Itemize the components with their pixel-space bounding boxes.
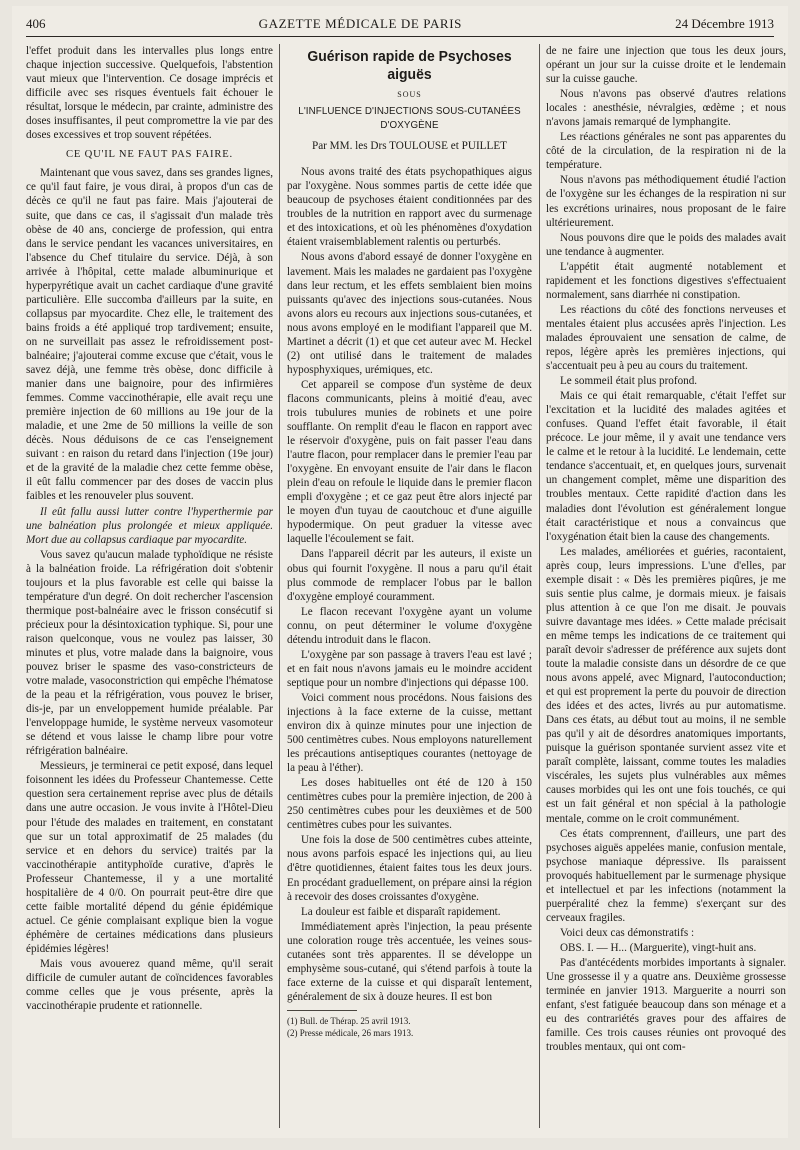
paragraph: Pas d'antécédents morbides importants à signaler. Une grossesse il y a quatre ans. Deuxième grossesse terminée en janvier 1913. Marguerite a nourri son enfant, s'est fatiguée beaucoup dans son ménage et a eu des contrariétés graves pour des affaires de famille. Ces trois causes réunies ont provoqué des troubles mentaux, qui ont com- [546, 957, 786, 1054]
page-number: 406 [26, 16, 46, 31]
paragraph: Ces états comprennent, d'ailleurs, une part des psychoses aiguës appelées manie, confusion mentale, psychose maniaque dépressive. Ils paraissent provoqués habituellement par le surmenage physique et intellectuel et par les infections (notamment la puerpéralité chez la femme) s'exerçant sur des cerveaux fragiles. [546, 827, 786, 924]
paragraph: Nous n'avons pas observé d'autres relations locales : anesthésie, névralgies, œdème ; et nous n'avons jamais remarqué de lymphangite. [546, 88, 786, 129]
article-authors: Par MM. les Drs TOULOUSE et PUILLET [311, 140, 508, 153]
paragraph: Voici comment nous procédons. Nous faisions des injections à la face externe de la cuisse, mettant environ dix à quinze minutes pour une injection de 500 centimètres cubes. Nous employons naturellement les précautions antiseptiques courantes (nettoyage de la peau à l'éther). [287, 691, 532, 775]
paragraph: Une fois la dose de 500 centimètres cubes atteinte, nous avons parfois espacé les injections qui, au lieu d'être quotidiennes, étaient faites tous les deux jours. En procédant graduellement, on prépare ainsi la région à recevoir des doses croissantes d'oxygène. [287, 834, 532, 903]
paragraph: Vous savez qu'aucun malade typhoïdique ne résiste à la balnéation froide. La réfrigération doit s'obtenir toujours et la plus favorable est celle qui baisse la température d'un degré. On doit rechercher l'ascension thermique post-balnéaire avec le frisson consécutif si précieux pour la désintoxication typhique. Si, pour une raison quelconque, vous ne voulez pas laisser, 30 minutes et plus, votre malade dans la baignoire, vous pouvez briser le spasme des vaso-constricteurs de votre malade, vasoconstriction qui empêche l'hématose de la peau et la réfrigération, vous pouvez le briser, dis-je, par un enveloppement humide préalable. Par l'enveloppage humide, le système nerveux vasomoteur se détend et vous laisse le champ libre pour votre réfrigération balnéaire. [26, 548, 273, 758]
paragraph: Nous n'avons pas méthodiquement étudié l'action de l'oxygène sur les échanges de la respiration ni sur les excrétions urinaires, nous proposant de le faire ultérieurement. [546, 174, 786, 229]
paragraph: Nous avons d'abord essayé de donner l'oxygène en lavement. Mais les malades ne gardaient pas l'oxygène dans leur rectum, et les effets semblaient bien moins puissants qu'avec des injections sous-cutanées. Nous avons alors eu recours aux injections sous-cutanées, et nous avons employé en le modifiant l'appareil que M. Martinet a décrit (1) et que cet auteur avec M. Heckel (2) ont utilisé dans le traitement de malades hyposphyxiques, urémiques, etc. [287, 251, 532, 376]
section-heading: CE QU'IL NE FAUT PAS FAIRE. [66, 149, 233, 161]
article-subtitle: L'INFLUENCE D'INJECTIONS SOUS-CUTANÉES D'OXYGÈNE [298, 106, 521, 132]
footnote: (2) Presse médicale, 26 mars 1913. [287, 1027, 414, 1038]
paragraph: Mais ce qui était remarquable, c'était l'effet sur l'excitation et la lucidité des malades agitées et confuses. Quand l'effet était favorable, il était précoce. Le jour même, il y avait une tendance vers le calme et le retour à la lucidité. Le lendemain, cette tendance s'accentuait, et, en quelques jours, survenait un changement complet, même une disparition des troubles mentaux. Cette rapidité d'action dans les maladies dont l'évolution est généralement longue était caractéristique et nous a convaincus que l'oxygénation était bien la cause des changements. [546, 390, 786, 543]
paragraph: Nous avons traité des états psychopathiques aigus par l'oxygène. Nous sommes partis de cette idée que beaucoup de psychoses étaient conditionnées par des troubles de la nutrition en rapport avec du surmenage et des intoxications, et où les phénomènes d'oxydation étaient vraisemblablement ralentis ou perturbés. [287, 166, 532, 249]
paragraph: Nous pouvons dire que le poids des malades avait une tendance à augmenter. [546, 231, 786, 258]
paragraph: Mais vous avouerez quand même, qu'il serait difficile de cumuler autant de coïncidences favorables comme celles que je vous présente, après la vaccinothérapie prudente et rationnelle. [26, 958, 273, 1013]
header-rule [26, 36, 774, 37]
issue-date: 24 Décembre 1913 [675, 16, 774, 31]
paragraph: de ne faire une injection que tous les deux jours, opérant un jour sur la cuisse droite et le lendemain sur la cuisse gauche. [546, 45, 786, 86]
column-divider [539, 44, 540, 1128]
paragraph: l'effet produit dans les intervalles plus longs entre chaque injection successive. Quelquefois, l'abstention vaut mieux que l'intervention. Ce dosage imprécis et difficile avec ses risques éventuels fait échouer le résultat, lorsque le médecin, par crainte, administre des doses insuffisantes, il peut compromettre la vie par des doses excessives et trop souvent répétées. [26, 45, 273, 142]
paragraph: Les doses habituelles ont été de 120 à 150 centimètres cubes pour la première injection, de 200 à 250 centimètres cubes pour les deuxièmes et de 500 centimètres cubes pour les suivantes. [287, 777, 532, 832]
paragraph: L'oxygène par son passage à travers l'eau est lavé ; et en fait nous n'avons jamais eu le moindre accident septique pour un nombre d'injections qui dépasse 100. [287, 648, 532, 689]
article-title: Guérison rapide de Psychoses aiguës [307, 48, 512, 83]
column-right [546, 44, 786, 1130]
journal-page [12, 6, 788, 1138]
column-divider [279, 44, 280, 1128]
paragraph: Maintenant que vous savez, dans ses grandes lignes, ce qu'il faut faire, je vous dirai, à propos d'un cas de décès ce qu'il ne faut pas faire. Mais j'ajouterai de suite, que dans ce cas, il s'agissait d'un malade très obèse de 40 ans, concierge de profession, qui entra dans le service pendant les vacances universitaires, en l'absence du Chef titulaire du service. Déjà, à son arrivée à l'hôpital, cette malade albuminurique et hyperpyrétique avait un cachet cardiaque d'une gravité particulière. Elle succomba d'ailleurs par la suite, en collapsus par myocardite. Chez elle, le traitement des bains froids a été appliqué trop tardivement; ensuite, on ne surveillait pas assez le refroidissement post-balnéaire; j'ajouterai comme excuse que c'était, vous le savez déjà, une femme très obèse, donc difficile à manier dans une baignoire, pour des infirmières femmes. Comme vaccinothérapie, elle avait reçu une première injection de 60 millions au 19e jour de la maladie, et une 2me de 50 millions la veille de son décès. Nous déduisons de ce cas l'enseignement suivant : en raison du retard dans l'injection (19e jour) et de la gravité de la maladie chez cette femme obèse, il eût fallu commencer par des doses de vaccin plus faibles et les renouveler plus souvent. [26, 167, 273, 503]
paragraph: Les réactions du côté des fonctions nerveuses et mentales étaient plus accusées après l'injection. Les malades éprouvaient une sensation de calme, de repos, légère après les premières injections, qui s'accentuait peu à peu au cours du traitement. [546, 303, 786, 373]
column-left [26, 44, 273, 1130]
paragraph: Cet appareil se compose d'un système de deux flacons communicants, pleins à moitié d'eau, avec trois tubulures munies de robinets et une poire soufflante. On remplit d'eau le flacon en rapport avec le réservoir d'oxygène, puis on fait passer l'eau dans l'autre flacon, pour remplacer dans le premier l'eau par l'oxygène. En envoyant ensuite de l'air dans le flacon plein d'eau on refoule le liquide dans le premier flacon empli d'oxygène ; et ce gaz peut être alors injecté par le moyen d'un tuyau de caoutchouc et d'une aiguille hypodermique. On peut graduer la vitesse avec laquelle l'écoulement se fait. [287, 378, 532, 546]
paragraph: Immédiatement après l'injection, la peau présente une coloration rouge très accentuée, les veines sous-cutanées sont très apparentes. Il se développe un emphysème sous-cutané, qui s'étend parfois à toute la face externe de la cuisse et qui disparaît lentement, généralement de six à douze heures. Il est bon [287, 920, 532, 1003]
observation-heading: OBS. I. — H... (Marguerite), vingt-huit ans. [560, 941, 757, 954]
paragraph: Messieurs, je terminerai ce petit exposé, dans lequel foisonnent les idées du Professeur Chantemesse. Cette question sera certainement reprise avec plus de détails dans une autre occasion. Je vous invite à l'Hôtel-Dieu pour l'étude des malades en traitement, en constatant que sur un total approximatif de 25 malades (du service et en dehors du service) traités par la vaccinothérapie antityphoïde curative, d'après le Professeur Chantemesse, il y a une mortalité hospitalière de 4 0/0. On pourrait peut-être dire que cette faible mortalité dépend du génie épidémique actuel. Ce génie complaisant explique bien la vogue éphémère de certaines médications dans plusieurs épidémies légères! [26, 760, 273, 955]
paragraph: Les réactions générales ne sont pas apparentes du côté de la circulation, de la respiration ni de la température. [546, 131, 786, 172]
paragraph: Dans l'appareil décrit par les auteurs, il existe un obus qui fournit l'oxygène. Il nous a paru qu'il était plus commode de remplacer l'obus par le ballon d'oxygène employé couramment. [287, 548, 532, 603]
footnote: (1) Bull. de Thérap. 25 avril 1913. [287, 1015, 411, 1026]
paragraph: Le sommeil était plus profond. [560, 375, 698, 388]
paragraph: Les malades, améliorées et guéries, racontaient, après coup, leurs impressions. L'une d'elles, par exemple disait : « Dès les premières piqûres, je me suis sentie plus calme, je dormais mieux. je faisais plus attention à ce que l'on me disait. Je pouvais suivre davantage mes idées. » Cette malade précisait en même temps les indications de ce traitement qui paraît devoir s'adresser de préférence aux sujets dont toute la maladie consiste dans un désordre de ce que nous avons appelé, avec Mignard, l'autoconduction; et qui est proprement la perte du pouvoir de direction des idées et des actes, livrés au pur automatisme. Dans ces états, au début tout au moins, il ne semble pas qu'il y ait de désordres anatomiques importants, puisque la guérison spontanée survient assez vite et paraît complète, laissant, comme toutes les maladies viscérales, les sujets plus vulnérables aux mêmes causes morbides qui les ont une fois touchés, ce qui est un fait général et non spécial à la pathologie mentale, comme on le croit communément. [546, 545, 786, 825]
running-header [26, 16, 774, 36]
journal-title: GAZETTE MÉDICALE DE PARIS [258, 16, 462, 31]
paragraph: Il eût fallu aussi lutter contre l'hyperthermie par une balnéation plus prolongée et mieux appliquée. Mort due au collapsus cardiaque par myocardite. [26, 505, 273, 546]
column-middle [287, 44, 532, 1130]
article-title-connector: SOUS [397, 90, 422, 99]
footnote-rule [287, 1010, 357, 1011]
paragraph: Le flacon recevant l'oxygène ayant un volume connu, on peut déterminer le volume d'oxygène détendu introduit dans le flacon. [287, 605, 532, 646]
paragraph: L'appétit était augmenté notablement et rapidement et les fonctions digestives s'effectuaient normalement, sans diarrhée ni constipation. [546, 260, 786, 301]
paragraph: Voici deux cas démonstratifs : [560, 926, 695, 939]
paragraph: La douleur est faible et disparaît rapidement. [301, 905, 501, 918]
